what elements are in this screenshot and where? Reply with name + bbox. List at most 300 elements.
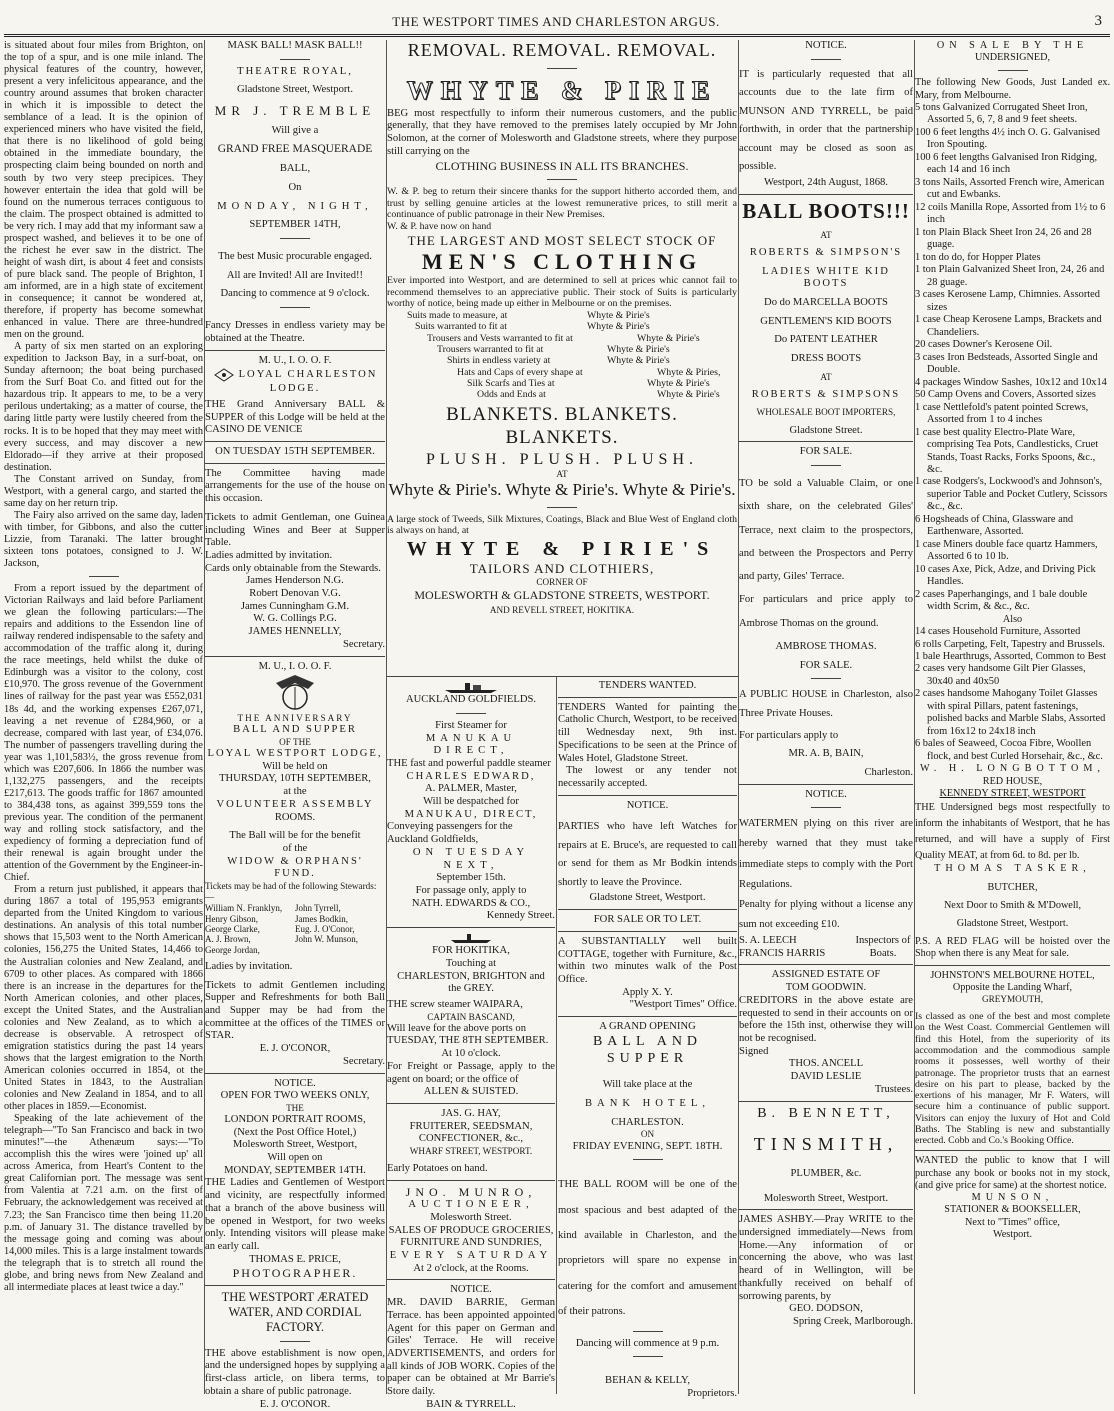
ad-text: At 2 o'clock, at the Rooms. xyxy=(413,1262,529,1274)
ad-heading: NATH. EDWARDS & CO., xyxy=(411,897,531,909)
divider xyxy=(739,1101,913,1102)
ad-heading: M. U., I. O. O. F. xyxy=(258,660,332,672)
divider xyxy=(739,1209,913,1210)
advert-column-wide xyxy=(387,40,737,680)
stock-item: 6 rolls Carpeting, Felt, Tapestry and Brussels. xyxy=(915,638,1105,650)
ad-text: Dancing will commence at 9 p.m. xyxy=(575,1337,720,1349)
divider xyxy=(280,238,310,239)
ad-heading: UNDERSIGNED, xyxy=(975,52,1050,64)
stock-item: 1 ton do do, for Hopper Plates xyxy=(915,251,1041,263)
ad-text: September 15th. xyxy=(436,872,506,884)
ad-heading: NOTICE. xyxy=(626,799,669,811)
oddfellows-emblem-icon xyxy=(272,673,318,713)
ad-text: WATERMEN plying on this river are hereby warned that they must take immediate steps to comply with the Port Regulations. xyxy=(739,818,913,890)
ad-text: JAMES ASHBY.—Pray WRITE to the undersigned immediately—News from Home.—Any information of or concerning the above, who was last heard of in Wellington, will be thankfully received on behalf of sorrowing parents, by xyxy=(739,1214,913,1302)
ad-text: THE screw steamer WAIPARA, xyxy=(387,999,523,1011)
divider xyxy=(633,1331,663,1332)
ad-heading: TOM GOODWIN. xyxy=(785,982,867,994)
ad-text: BEG most respectfully to inform their numerous customers, and the public generally, that they have removed to the premises lately occupied by Mr John Solomon, at the corner of Molesworth and Gladstone streets, where they purpose still carrying on the xyxy=(387,107,737,157)
ad-heading: JNO. MUNRO, xyxy=(405,1184,537,1199)
divider xyxy=(387,927,555,928)
suit-seller: Whyte & Pirie's xyxy=(607,355,670,367)
divider xyxy=(558,931,737,932)
ad-heading: ALLEN & SUISTED. xyxy=(423,1086,519,1098)
ad-heading: THURSDAY, 10TH SEPTEMBER, xyxy=(219,773,371,785)
ad-heading: FOR SALE. xyxy=(799,446,853,458)
ad-heading: ASSIGNED ESTATE OF xyxy=(771,969,881,981)
ad-text: AND REVELL STREET, HOKITIKA. xyxy=(489,605,635,616)
ad-heading: PLUSH. PLUSH. PLUSH. xyxy=(425,450,699,468)
ad-heading: MANUKAU DIRECT, xyxy=(425,732,517,757)
masthead: THE WESTPORT TIMES AND CHARLESTON ARGUS. xyxy=(392,14,720,29)
ad-heading: CONFECTIONER, &c., xyxy=(418,1133,524,1145)
product-line: Do do MARCELLA BOOTS xyxy=(764,296,888,308)
ad-text: Touching at xyxy=(445,957,497,969)
ad-text: Tickets may be had of the following Stewards:— xyxy=(205,881,377,903)
ad-text: Molesworth Street, Westport, xyxy=(232,1139,358,1151)
suit-seller: Whyte & Pirie's xyxy=(657,389,720,401)
ad-heading: LOYAL CHARLESTON xyxy=(238,368,378,380)
ad-text: For particulars and price apply to Ambrose Thomas on the ground. xyxy=(739,594,913,629)
ad-heading: FOR HOKITIKA, xyxy=(432,945,510,957)
ad-text: A SUBSTANTIALLY well built COTTAGE, together with Furniture, &c., within two minutes walk of the Post Office. xyxy=(558,935,737,985)
steward-name: George Jordan, xyxy=(205,944,260,955)
ad-text: TO be sold a Valuable Claim, or one sixth share, on the celebrated Giles' Terrace, next claim to the prospectors, and between the Prospectors and Perry and party, Giles' Terrace. xyxy=(739,477,913,583)
ad-text: On xyxy=(288,181,302,193)
ad-heading: CHARLES EDWARD, xyxy=(406,770,536,782)
ad-heading: LOYAL WESTPORT LODGE, xyxy=(207,748,383,760)
ad-text: KENNEDY STREET, WESTPORT xyxy=(939,787,1086,799)
advert-column xyxy=(387,680,555,1411)
divider xyxy=(205,1073,385,1074)
ad-text: Apply X. Y. xyxy=(622,986,673,998)
ad-text: CREDITORS in the above estate are requested to send in their accounts on or before the 15th inst, otherwise they will not be recognised. xyxy=(739,994,913,1044)
ad-text: All are Invited! All are Invited!! xyxy=(226,269,364,281)
ad-text: Is classed as one of the best and most complete on the West Coast. Commercial Gentlemen will find this Hotel, from the superiority of its accommodation and the commodious sample rooms it possesses, well worthy of their patronage. The proprietor trusts that an earnest desire on his part to please, backed by the exertions of his manager, Mr F. Waters, will secure him a continuance of public support. Visitors can enjoy the luxury of Hot and Cold Baths. The Stabling is new and substantially erected. Cobb and Co.'s Booking Office. xyxy=(915,1011,1110,1147)
ad-heading: FOR SALE OR TO LET. xyxy=(593,914,702,926)
stock-item: 12 coils Manilla Rope, Assorted from 1½ to 6 inch xyxy=(915,201,1106,226)
suit-item: Shirts in endless variety at xyxy=(447,355,551,367)
ad-text: The lowest or any tender not necessarily accepted. xyxy=(558,765,737,789)
ad-text: STATIONER & BOOKSELLER, xyxy=(944,1204,1081,1216)
ad-heading: NOTICE. xyxy=(450,1284,492,1296)
ad-text: THE xyxy=(286,1102,304,1113)
ad-text: RED HOUSE, xyxy=(982,775,1043,787)
ad-heading: MOLESWORTH & GLADSTONE STREETS, WESTPORT. xyxy=(414,587,710,602)
suit-item: Silk Scarfs and Ties at xyxy=(467,377,555,389)
stock-item: 1 ton Plain Galvanized Sheet Iron, 24, 26 and 28 guage. xyxy=(915,264,1105,288)
ad-text: Penalty for plying without a license any sum not exceeding £10. xyxy=(739,898,913,930)
ad-text: Signed xyxy=(739,1045,769,1057)
ad-heading: CHARLESTON, BRIGHTON and xyxy=(397,970,545,982)
ad-heading: BLANKETS. BLANKETS. BLANKETS. xyxy=(446,404,678,449)
ad-text: SEPTEMBER 14TH, xyxy=(249,219,341,231)
product-line: LADIES WHITE KID BOOTS xyxy=(762,265,890,290)
ad-text: Gladstone Street, Westport. xyxy=(589,892,706,904)
steward-name: George Clarke, xyxy=(205,923,260,934)
ad-heading: VOLUNTEER ASSEMBLY xyxy=(216,798,374,810)
ad-text: Charleston. xyxy=(864,766,913,778)
steward-name: William N. Franklyn, xyxy=(205,903,283,914)
ad-text: IT is particularly requested that all accounts due to the late firm of MUNSON AND TYRRELL, be paid forthwith, in order that the partnership account may be closed as soon as possible. xyxy=(739,68,913,173)
signature: S. A. LEECH xyxy=(739,935,797,947)
ad-heading: BALL AND SUPPER xyxy=(233,724,357,736)
ad-text: Molesworth Street. xyxy=(430,1211,512,1223)
stock-item: 3 cases Kerosene Lamp, Chimnies. Assorted sizes xyxy=(915,289,1100,313)
ad-heading: JOHNSTON'S MELBOURNE HOTEL, xyxy=(930,969,1095,981)
ad-heading: NOTICE. xyxy=(805,40,847,51)
stock-item: 50 Camp Ovens and Covers, Assorted sizes xyxy=(915,389,1096,401)
ad-heading: TENDERS WANTED. xyxy=(598,680,697,691)
signature-title: Secretary. xyxy=(343,638,385,650)
stock-item: Also xyxy=(1002,613,1023,625)
ad-heading: ON TUESDAY NEXT, xyxy=(412,846,530,871)
divider xyxy=(811,59,841,60)
ad-text: WHOLESALE BOOT IMPORTERS, xyxy=(756,407,896,418)
stock-item: 20 cases Downer's Kerosene Oil. xyxy=(915,339,1053,351)
article-paragraph: The Constant arrived on Sunday, from Westport, with a general cargo, and started the same day on her return trip. xyxy=(4,473,203,509)
suit-seller: Whyte & Piries, xyxy=(657,366,721,378)
divider xyxy=(89,576,119,577)
ad-heading: BUTCHER, xyxy=(987,881,1038,893)
ad-text: WANTED the public to know that I will purchase any book or books not in my stock, (and give price for same) at the shortest notice. xyxy=(915,1155,1110,1191)
ad-heading: GRAND FREE MASQUERADE xyxy=(217,143,373,156)
divider xyxy=(998,70,1028,71)
suit-item: Odds and Ends at xyxy=(477,389,546,401)
page-number: 3 xyxy=(1094,13,1102,29)
stock-item: 10 cases Axe, Pick, Adze, and Driving Pick Handles. xyxy=(915,563,1096,588)
signature: MUNSON, xyxy=(971,1192,1054,1204)
ad-heading: MANUKAU, DIRECT, xyxy=(404,808,538,820)
ad-text: A. PALMER, Master, xyxy=(425,783,517,795)
ad-text: Ladies by invitation. xyxy=(205,960,293,972)
steward-name: James Cunningham G.M. xyxy=(240,600,350,612)
suit-seller: Whyte & Pirie's xyxy=(647,377,710,389)
divider xyxy=(280,307,310,308)
divider xyxy=(633,1159,663,1160)
article-paragraph: The Fairy also arrived on the same day, laden with timber, for Gibbons, and also the cutter Lizzie, from Taranaki. The latter brought sixteen tons potatoes, consigned to J. W. Jackson, xyxy=(4,509,203,570)
ad-text: WHARF STREET, WESTPORT. xyxy=(409,1146,533,1157)
ad-text: TENDERS Wanted for painting the Catholic Church, Westport, to be received till Wednesday next, 9th inst. Specifications to be seen at the Prince of Wales Hotel, Gladstone Street. xyxy=(558,701,737,764)
advert-column xyxy=(558,680,737,1401)
ad-heading: ON SALE BY THE xyxy=(936,40,1089,51)
ad-heading: BANK HOTEL, xyxy=(584,1098,711,1110)
ad-text: CORNER OF xyxy=(536,576,588,587)
ad-text: at the xyxy=(283,786,307,798)
divider xyxy=(205,1285,385,1286)
ad-text: A PUBLIC HOUSE in Charleston, also Three Private Houses. xyxy=(739,689,913,720)
ad-text: At 10 o'clock. xyxy=(441,1048,501,1060)
signature-title: Secretary. xyxy=(343,1055,385,1067)
ad-text: Gladstone Street, Westport. xyxy=(956,918,1069,930)
ad-text: BALL, xyxy=(279,163,311,175)
ad-heading: M. U., I. O. O. F. xyxy=(258,354,332,366)
ad-heading: ROBERTS & SIMPSON'S xyxy=(749,246,903,258)
stock-item: 5 tons Galvanized Corrugated Sheet Iron, Assorted 5, 6, 7, 8 and 9 feet sheets. xyxy=(915,101,1088,126)
ad-text: Westport. xyxy=(992,1228,1033,1240)
ad-heading: LONDON PORTRAIT ROOMS, xyxy=(224,1113,366,1125)
article-paragraph: Speaking of the late achievement of the telegraph—"To San Francisco and back in two minutes!"—the Athenæum says:—"To accomplish this the wires were 'joined up' all across America, from Heart's Content to the great Californian port. The message was sent from Valentia at 7.21 a.m. on the first of February, the acknowledgement was received at 7.23; the San Francisco time then being 11.20 p.m. of January 31. The distance travelled by the message going and coming was about 14,000 miles. This is a large instalment towards the telegraph that is to stretch all round the globe, and bring news from New Zealand and all intermediate places at least twice a day." xyxy=(4,1113,203,1293)
steamer-icon xyxy=(449,932,493,944)
ad-text: For passage only, apply to xyxy=(415,884,527,896)
article-paragraph: From a report issued by the department of Victorian Railways and laid before Parliament we glean the following particulars:—The repairs and additions to the Essendon line of railway rendered indispensable to the safety and accommodation of the traffic along it, during the race meetings, held whilst the duke of Edinburgh was a visitor to the colony, cost £10,970. The gross revenue of the Government lines of railway for the past year was £552,031 18s 4d, and the working expenses £267,071, leaving a net revenue of £284,960, or a decrease, compared with last year, of £34,076. The number of passengers travelling during the year was 1,101,583½, the gross revenue from which was £207,606. In 1866 the number was 1,132,275 passengers, and the receipts £217,613. The goods traffic for 1867 amounted to 384,438 tons, as against 399,559 tons the previous year. The condition of the permanent way and rolling stock satisfactory, and the expediency of forming a depreciation fund of their renewal is again brought under the attention of the Government by the Engineer-in-Chief. xyxy=(4,583,203,884)
stock-item: 1 bale Hearthrugs, Assorted, Common to Best xyxy=(915,651,1107,662)
stock-item: 6 Hogsheads of China, Glassware and Earthenware, Assorted. xyxy=(915,513,1074,538)
ad-heading: REMOVAL. REMOVAL. REMOVAL. xyxy=(407,40,717,60)
ad-heading: MEN'S CLOTHING xyxy=(421,248,703,274)
ad-text: The following New Goods, Just Landed ex. Mary, from Melbourne. xyxy=(915,77,1110,101)
divider xyxy=(811,678,841,679)
signature: BEHAN & KELLY, xyxy=(605,1375,690,1387)
ad-heading: FOR SALE. xyxy=(799,659,853,671)
stock-item: 100 6 feet lengths Galvanised Iron Ridging, each 14 and 16 inch xyxy=(915,151,1098,176)
ad-text: THE fast and powerful paddle steamer xyxy=(387,757,551,769)
ad-text: Spring Creek, Marlborough. xyxy=(792,1315,913,1327)
ad-text: ON xyxy=(640,1129,655,1140)
ad-text: Westport, 24th August, 1868. xyxy=(764,176,888,188)
ad-heading: FRIDAY EVENING, SEPT. 18TH. xyxy=(572,1140,723,1152)
ad-text: For particulars apply to xyxy=(739,729,839,741)
steward-name: John W. Munson, xyxy=(295,934,359,945)
divider xyxy=(558,697,737,698)
ad-text: THE Grand Anniversary BALL & SUPPER of this Lodge will be held at the CASINO DE VENICE xyxy=(205,398,385,436)
divider xyxy=(387,1103,555,1104)
ad-text: THE Undersigned begs most respectfully to inform the inhabitants of Westport, that he has returned, and will have a supply of First Quality MEAT, at from 6d. to 8d. per lb. xyxy=(915,802,1110,861)
ad-text: OF THE xyxy=(279,737,311,748)
article-paragraph: is situated about four miles from Brighton, on the top of a spur, and is one mile inland. The physical features of the country, however, present a very infelicitous appearance, and the country around assumes that broken character in which it is impossible to detect the semblance of a lead. It is the opinion of experienced miners who have visited the field, that there is no likelihood of gold being obtained in the immediate boundary, the prospecting claim being bounded on north and south by two very steep precipices. They however entertain the idea that gold will be found on the numerous terraces contiguous to the claim. The prospect obtained is admitted to be very rich. I may add that my informant saw a prospect washed, and believes it to be one of the richest he ever saw in the district. The height of wash dirt, is about 4 feet and consists of pure black sand. The people of Brighton, I am informed, are in a high state of excitement in consequence; it cannot be wondered at, therefore, if property has become somewhat enhanced in value. There are three-hundred men on the ground. xyxy=(4,40,203,341)
divider xyxy=(558,1016,737,1017)
divider xyxy=(739,194,913,195)
ad-text: Will open on xyxy=(267,1152,323,1164)
stock-item: 1 case Cheap Kerosene Lamps, Brackets and Chandeliers. xyxy=(915,314,1102,338)
ad-heading: THE WESTPORT ÆRATED xyxy=(221,1289,369,1304)
steward-name: John Tyrrell, xyxy=(295,903,341,914)
signature: BAIN & TYRRELL. xyxy=(426,1398,516,1410)
suit-seller: Whyte & Pirie's xyxy=(607,344,670,356)
divider xyxy=(811,807,841,808)
divider xyxy=(547,507,577,508)
divider xyxy=(633,1356,663,1357)
divider xyxy=(280,59,310,60)
ad-heading: Whyte & Pirie's. Whyte & Pirie's. Whyte & Pirie's. xyxy=(388,480,736,500)
ad-text: For Freight or Passage, apply to the agent on board; or the office of xyxy=(387,1060,555,1085)
divider xyxy=(387,1180,555,1181)
ad-text: MR. DAVID BARRIE, German Terrace. has been appointed appointed Agent for this paper on German and Giles' Terrace. He will receive ADVERTISEMENTS, and orders for all kinds of JOB WORK. Copies of the paper can be obtained at Mr Barrie's Store daily. xyxy=(387,1297,555,1398)
steward-name: Henry Gibson, xyxy=(205,913,258,924)
signature: MR. A. B, BAIN, xyxy=(788,748,864,760)
ad-text: P.S. A RED FLAG will be hoisted over the Shop when there is any Meat for sale. xyxy=(915,936,1110,960)
divider xyxy=(387,1279,555,1280)
signature-title: Inspectors of Boats. xyxy=(855,935,911,959)
ad-heading: ON TUESDAY 15TH SEPTEMBER. xyxy=(215,446,375,458)
suit-item: Trousers and Vests warranted to fit at xyxy=(427,332,573,344)
ad-heading: TAILORS AND CLOTHIERS, xyxy=(469,561,655,577)
stock-item: 3 cases Iron Bedsteads, Assorted Single and Double. xyxy=(915,351,1098,376)
ad-text: Tickets to admit Gentleman, one Guinea including Wines and Beer at Supper Table. xyxy=(205,511,385,549)
divider xyxy=(205,463,385,464)
ad-heading: THE ANNIVERSARY xyxy=(237,713,353,724)
divider xyxy=(456,713,486,714)
steward-name: James Henderson N.G. xyxy=(246,575,344,587)
divider xyxy=(739,441,913,442)
ad-heading: MASK BALL! MASK BALL!! xyxy=(227,40,363,51)
signature: JAMES HENNELLY, xyxy=(248,626,342,638)
ad-text: Will give a xyxy=(271,124,319,136)
stock-item: 1 ton Plain Black Sheet Iron 24, 26 and 28 guage. xyxy=(915,226,1092,251)
ad-text: Molesworth Street, Westport. xyxy=(763,1192,889,1204)
steward-name: Eug. J. O'Conor, xyxy=(295,923,355,934)
ad-heading: FRUITERER, SEEDSMAN, xyxy=(409,1120,533,1132)
ad-heading: PHOTOGRAPHER. xyxy=(232,1266,358,1281)
stock-item: 14 cases Household Furniture, Assorted xyxy=(915,626,1081,638)
ad-text: Ladies admitted by invitation. xyxy=(205,549,333,561)
signature: FRANCIS HARRIS xyxy=(739,947,826,959)
ad-text: Dancing to commence at 9 o'clock. xyxy=(220,288,370,300)
product-line: Do PATENT LEATHER xyxy=(774,334,878,346)
divider xyxy=(558,795,737,796)
ad-heading: WIDOW & ORPHANS' FUND. xyxy=(227,855,363,880)
stock-item: 1 case Nettlefold's patent pointed Screws, Assorted from 1 to 4 inches xyxy=(915,401,1089,426)
ad-heading: ROOMS. xyxy=(274,811,316,823)
ad-text: Opposite the Landing Wharf, xyxy=(952,981,1073,993)
steward-name: Robert Denovan V.G. xyxy=(249,588,341,600)
ad-heading: NOTICE. xyxy=(274,1077,316,1089)
ad-text: of the xyxy=(282,842,308,854)
steward-name: A. J. Brown, xyxy=(205,934,251,945)
divider xyxy=(739,784,913,785)
ad-text: THE BALL ROOM will be one of the most spacious and best adapted of the kind available in Charleston, and the proprietors will spare no expense in catering for the comfort and amusement of their patrons. xyxy=(558,1179,737,1318)
stock-item: 100 6 feet lengths 4½ inch O. G. Galvanised Iron Spouting. xyxy=(915,126,1100,151)
signature-title: Trustees. xyxy=(874,1083,913,1095)
ad-text: PARTIES who have left Watches for repairs at E. Bruce's, are requested to call or send for them as Mr Bodkin intends shortly to leave the Province. xyxy=(558,821,737,888)
divider xyxy=(280,1341,310,1342)
ad-text: Will leave for the above ports on xyxy=(387,1022,527,1034)
divider xyxy=(205,350,385,351)
ad-text: (Next the Post Office Hotel,) xyxy=(233,1126,357,1138)
divider xyxy=(205,656,385,657)
ad-heading: PLUMBER, &c. xyxy=(790,1167,862,1179)
signature: GEO. DODSON, xyxy=(789,1303,863,1315)
signature-title: Proprietors. xyxy=(687,1388,737,1400)
divider xyxy=(558,909,737,910)
ad-text: AT xyxy=(820,371,832,382)
divider xyxy=(205,441,385,442)
product-line: DRESS BOOTS xyxy=(790,353,862,365)
ad-text: Ever imported into Westport, and are determined to sell at prices whic cannot fail to recommend themselves to an appreciative public. Their stock of Suits is particularly worthy of notice, being made up either in Melbourne or on the premises. xyxy=(387,274,737,310)
ad-text: The Ball will be for the benefit xyxy=(229,830,361,842)
divider xyxy=(739,964,913,965)
signature: THOMAS E. PRICE, xyxy=(249,1253,341,1265)
suit-seller: Whyte & Pirie's xyxy=(637,332,700,344)
divider xyxy=(811,465,841,466)
divider xyxy=(547,179,577,180)
advert-column xyxy=(205,40,385,1411)
suit-item: Suits made to measure, at xyxy=(407,310,508,322)
ad-heading: MONDAY, NIGHT, xyxy=(217,200,373,212)
divider xyxy=(915,1150,1110,1151)
article-paragraph: A party of six men started on an exploring expedition to Jackson Bay, in a surf-boat, on Sunday afternoon; the boat being purchased from the Surf Boat Co. and fitted out for the hazardous trip. It appears to me, to be a very perilous undertaking; as a matter of course, the daring little party were lustily cheered from the rocks. It is to be hoped that they may meet with every success, and may discover a new Eldorado—if they arrive at their proposed destination. xyxy=(4,341,203,473)
ad-heading: BALL BOOTS!!! xyxy=(742,198,910,223)
ad-heading: OPEN FOR TWO WEEKS ONLY, xyxy=(220,1090,370,1102)
ad-heading: CLOTHING BUSINESS IN ALL ITS BRANCHES. xyxy=(435,158,689,173)
ad-heading: A GRAND OPENING xyxy=(599,1021,696,1033)
ad-text: Next to "Times" office, xyxy=(965,1216,1060,1228)
signature: DAVID LESLIE xyxy=(790,1071,862,1083)
signature: AMBROSE THOMAS. xyxy=(775,640,877,652)
signature: E. J. O'CONOR, xyxy=(259,1043,331,1055)
ad-heading: SALES OF PRODUCE GROCERIES, FURNITURE AND SUNDRIES, xyxy=(388,1224,554,1249)
stock-item: 3 tons Nails, Assorted French wire, American cut and Ewbanks. xyxy=(915,176,1105,201)
ad-heading: EVERY SATURDAY xyxy=(389,1250,553,1262)
ad-heading: AUCKLAND GOLDFIELDS. xyxy=(405,694,537,706)
advert-column xyxy=(739,40,913,1329)
ad-text: Tickets to admit Gentlemen including Supper and Refreshments for both Ball and Supper may be had from the committee at the offices of the TIMES or STAR. xyxy=(205,979,385,1042)
suit-item: Trousers warranted to fit at xyxy=(437,344,544,356)
ad-text: the GREY. xyxy=(448,983,494,995)
signature: W. H. LONGBOTTOM, xyxy=(920,763,1105,775)
ad-text: Will take place at the xyxy=(602,1079,693,1091)
steamer-icon xyxy=(441,680,501,694)
ad-text: The Committee having made arrangements for the use of the house on this occasion. xyxy=(205,467,385,505)
ad-heading: ROBERTS & SIMPSONS xyxy=(751,388,901,400)
ad-text: THE Ladies and Gentlemen of Westport and vicinity, are respectfully informed that a branch of the above business will be opened in Westport, for two weeks only. Intending visitors will please make an early call. xyxy=(205,1177,385,1252)
ad-text: Conveying passengers for the Auckland Goldfields, xyxy=(387,821,513,846)
signature: THOS. ANCELL xyxy=(788,1058,864,1070)
ad-text: Next Door to Smith & M'Dowell, xyxy=(943,899,1082,911)
ad-text: Gladstone Street. xyxy=(789,424,863,436)
ad-heading: BALL AND SUPPER xyxy=(592,1033,703,1066)
ad-heading: NOTICE. xyxy=(805,788,847,800)
ad-text: Early Potatoes on hand. xyxy=(387,1163,488,1175)
ad-heading: WHYTE & PIRIE'S xyxy=(406,538,718,561)
news-column xyxy=(4,40,203,1294)
ad-heading: LODGE. xyxy=(269,383,321,395)
ad-heading: CHARLESTON. xyxy=(611,1116,684,1128)
steward-name: James Bodkin, xyxy=(295,913,348,924)
ad-text: First Steamer for xyxy=(435,719,507,731)
lodge-emblem-icon xyxy=(213,367,235,383)
ad-text: Fancy Dresses in endless variety may be obtained at the Theatre. xyxy=(205,320,385,344)
stock-item: 6 bales of Seaweed, Cocoa Fibre, Woollen flock, and best Curled Horsehair, &c., &c. xyxy=(915,738,1103,762)
ad-heading: FACTORY. xyxy=(265,1319,324,1334)
ad-heading: THOMAS TASKER, xyxy=(934,863,1091,875)
stock-item: 1 case best quality Electro-Plate Ware, comprising Tea Pots, Candlesticks, Cruet Stands, Toast Racks, Forks Spoons, &c., &c. xyxy=(915,426,1099,475)
ad-text: Cards only obtainable from the Stewards. xyxy=(205,562,381,574)
ad-text: Kennedy Street. xyxy=(486,910,555,922)
ad-heading: B. BENNETT, xyxy=(757,1105,895,1121)
advert-column xyxy=(915,40,1110,1241)
ad-text: CAPTAIN BASCAND, xyxy=(427,1011,515,1022)
steward-name: W. G. Collings P.G. xyxy=(253,613,337,625)
ad-heading: AUCTIONEER, xyxy=(408,1199,534,1211)
stock-item: 2 cases very handsome Gilt Pier Glasses, 30x40 and 40x50 xyxy=(915,663,1086,687)
ad-text: "Westport Times" Office. xyxy=(629,999,737,1011)
ad-heading: MR J. TREMBLE xyxy=(214,103,376,119)
suit-seller: Whyte & Pirie's xyxy=(587,321,650,333)
ad-heading: JAS. G. HAY, xyxy=(441,1108,501,1119)
ad-text: The best Music procurable engaged. xyxy=(218,251,372,263)
suit-seller: Whyte & Pirie's xyxy=(587,310,650,322)
product-line: GENTLEMEN'S KID BOOTS xyxy=(760,315,892,327)
ad-text: AT xyxy=(820,229,832,240)
divider xyxy=(915,965,1110,966)
divider xyxy=(387,676,738,677)
ad-text: AT xyxy=(556,469,568,480)
ad-heading: WATER, AND CORDIAL xyxy=(228,1304,362,1319)
ad-heading: WHYTE & PIRIE xyxy=(406,75,718,105)
stock-item: 2 cases Paperhangings, and 1 bale double width Scrim, & &c., &c. xyxy=(915,588,1088,613)
ad-text: W. & P. have now on hand xyxy=(387,221,492,233)
